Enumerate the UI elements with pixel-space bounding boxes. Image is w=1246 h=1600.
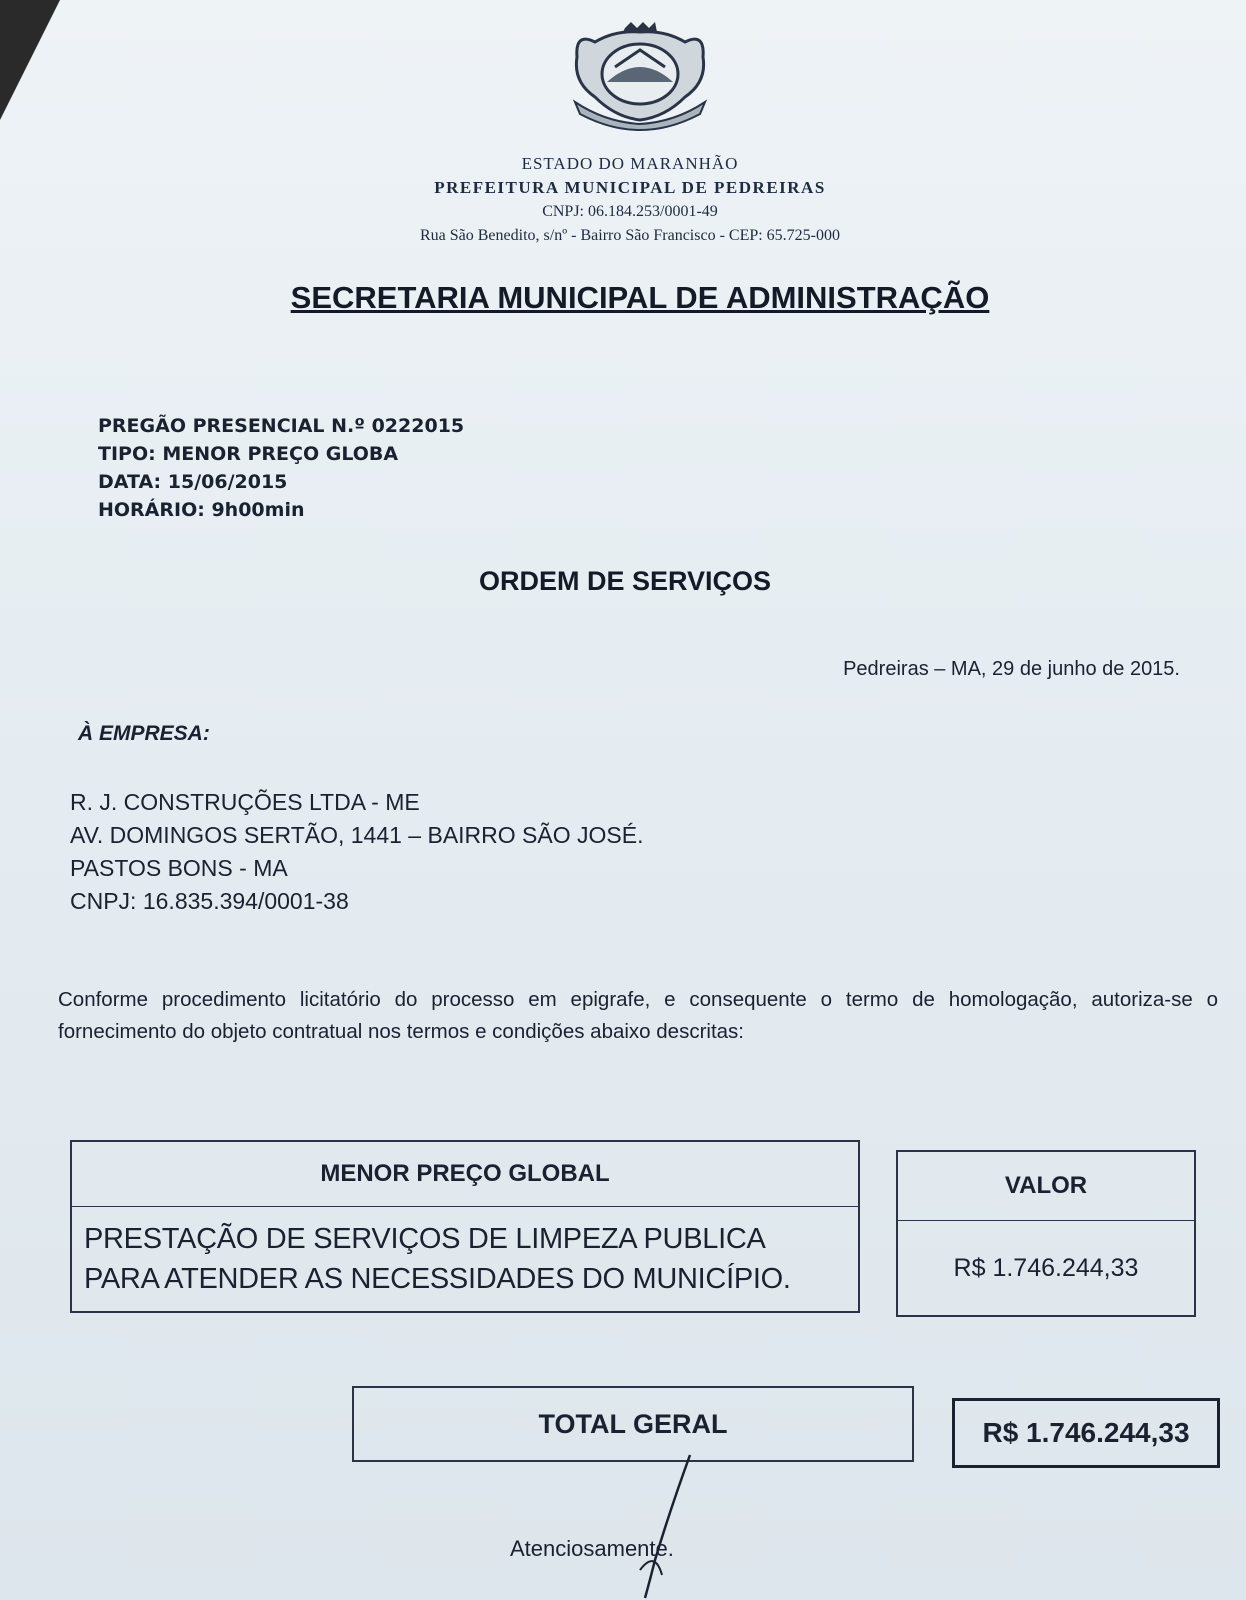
body-paragraph: Conforme procedimento licitatório do processo em epigrafe, e consequente o termo de homologação, autoriza-se o fornecimento do objeto contratual nos termos e condições abaixo descritas: xyxy=(58,988,1218,1043)
empresa-city: PASTOS BONS - MA xyxy=(70,855,288,881)
items-table xyxy=(70,1140,860,1313)
letterhead xyxy=(300,152,960,248)
pregao-data: DATA: 15/06/2015 xyxy=(98,471,288,493)
municipal-crest-icon xyxy=(565,22,715,132)
empresa-name: R. J. CONSTRUÇÕES LTDA - ME xyxy=(70,789,420,815)
state-name: ESTADO DO MARANHÃO xyxy=(521,154,739,173)
secretaria-heading: SECRETARIA MUNICIPAL DE ADMINISTRAÇÃO xyxy=(290,280,990,315)
document-title: ORDEM DE SERVIÇOS xyxy=(478,566,772,596)
prefeitura-address: Rua São Benedito, s/nº - Bairro São Francisco - CEP: 65.725-000 xyxy=(419,227,841,244)
prefeitura-cnpj: CNPJ: 06.184.253/0001-49 xyxy=(542,203,718,220)
item-header: MENOR PREÇO GLOBAL xyxy=(71,1141,859,1207)
table-row xyxy=(71,1207,859,1313)
pregao-info xyxy=(98,412,464,524)
item-description: PRESTAÇÃO DE SERVIÇOS DE LIMPEZA PUBLICA PARA ATENDER AS NECESSIDADES DO MUNICÍPIO. xyxy=(71,1207,859,1313)
valor-amount: R$ 1.746.244,33 xyxy=(897,1221,1195,1317)
dateline: Pedreiras – MA, 29 de junho de 2015. xyxy=(843,658,1180,680)
signature-stroke-icon xyxy=(600,1450,720,1600)
table-row xyxy=(897,1221,1195,1317)
closing-text: Atenciosamente. xyxy=(510,1536,674,1561)
table-row xyxy=(71,1141,859,1207)
total-value: R$ 1.746.244,33 xyxy=(952,1398,1220,1468)
pregao-tipo: TIPO: MENOR PREÇO GLOBA xyxy=(98,443,399,465)
pregao-horario: HORÁRIO: 9h00min xyxy=(98,499,305,521)
empresa-address: AV. DOMINGOS SERTÃO, 1441 – BAIRRO SÃO JOSÉ. xyxy=(70,822,644,848)
pregao-numero: PREGÃO PRESENCIAL N.º 0222015 xyxy=(98,415,465,437)
total-label: TOTAL GERAL xyxy=(352,1386,914,1462)
valor-table xyxy=(896,1150,1196,1317)
empresa-label: À EMPRESA: xyxy=(78,722,210,745)
empresa-cnpj: CNPJ: 16.835.394/0001-38 xyxy=(70,888,349,914)
table-row xyxy=(897,1151,1195,1221)
prefeitura-name: PREFEITURA MUNICIPAL DE PEDREIRAS xyxy=(434,178,826,197)
valor-header: VALOR xyxy=(897,1151,1195,1221)
page-corner-shadow xyxy=(0,0,60,120)
empresa-block xyxy=(70,786,643,918)
